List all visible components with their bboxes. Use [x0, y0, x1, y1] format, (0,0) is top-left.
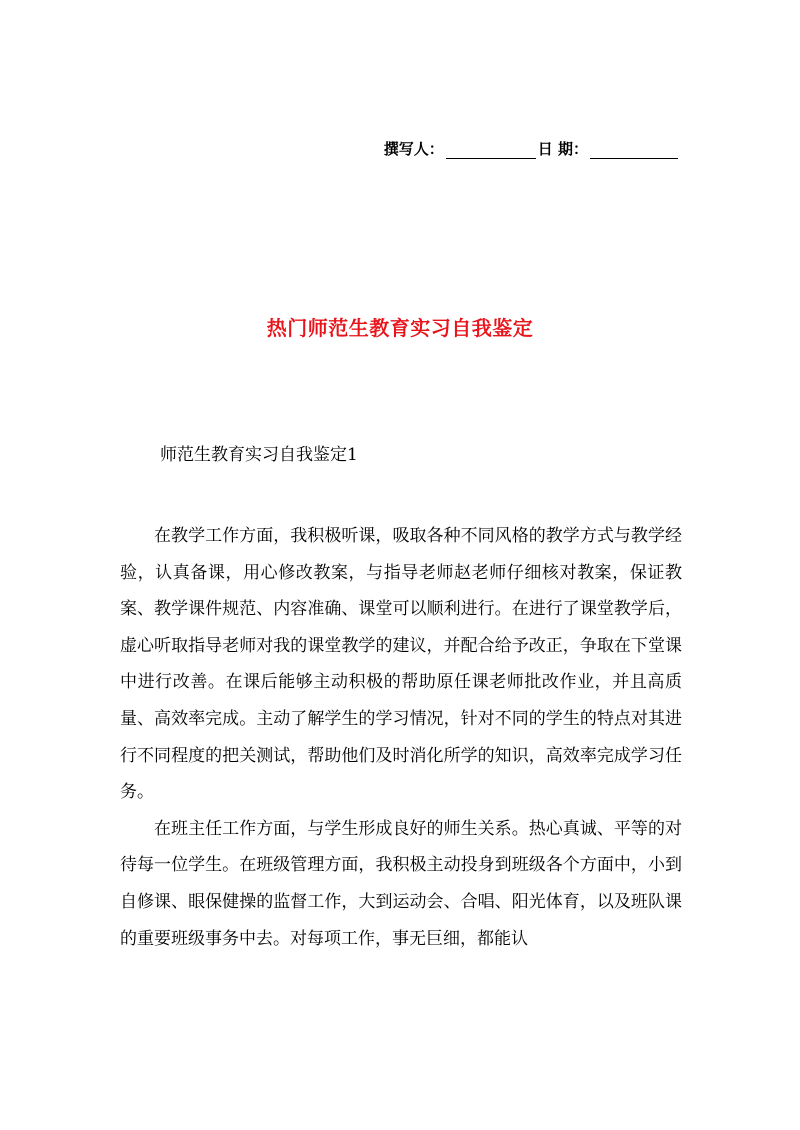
document-title: 热门师范生教育实习自我鉴定: [266, 316, 534, 340]
section-heading: 师范生教育实习自我鉴定1: [160, 445, 358, 465]
date-label: 日 期：: [537, 140, 588, 158]
paragraph: 在班主任工作方面，与学生形成良好的师生关系。热心真诚、平等的对待每一位学生。在班级管理方面，我积极主动投身到班级各个方面中，小到自修课、眼保健操的监督工作，大到运动会、合唱、阳光体育，以及班队课的重要班级事务中去。对每项工作，事无巨细，都能认: [120, 818, 682, 949]
date-blank: [590, 142, 678, 159]
author-label: 撰写人：: [383, 140, 444, 158]
author-blank: [446, 142, 536, 159]
paragraph: 在教学工作方面，我积极听课，吸取各种不同风格的教学方式与教学经验，认真备课，用心修改教案，与指导老师赵老师仔细核对教案，保证教案、教学课件规范、内容准确、课堂可以顺利进行。在进行了课堂教学后，虚心听取指导老师对我的课堂教学的建议，并配合给予改正，争取在下堂课中进行改善。在课后能够主动积极的帮助原任课老师批改作业，并且高质量、高效率完成。主动了解学生的学习情况，针对不同的学生的特点对其进行不同程度的把关测试，帮助他们及时消化所学的知识，高效率完成学习任务。: [120, 526, 682, 803]
body-text: [120, 518, 682, 957]
header-signature-line: [384, 138, 680, 159]
